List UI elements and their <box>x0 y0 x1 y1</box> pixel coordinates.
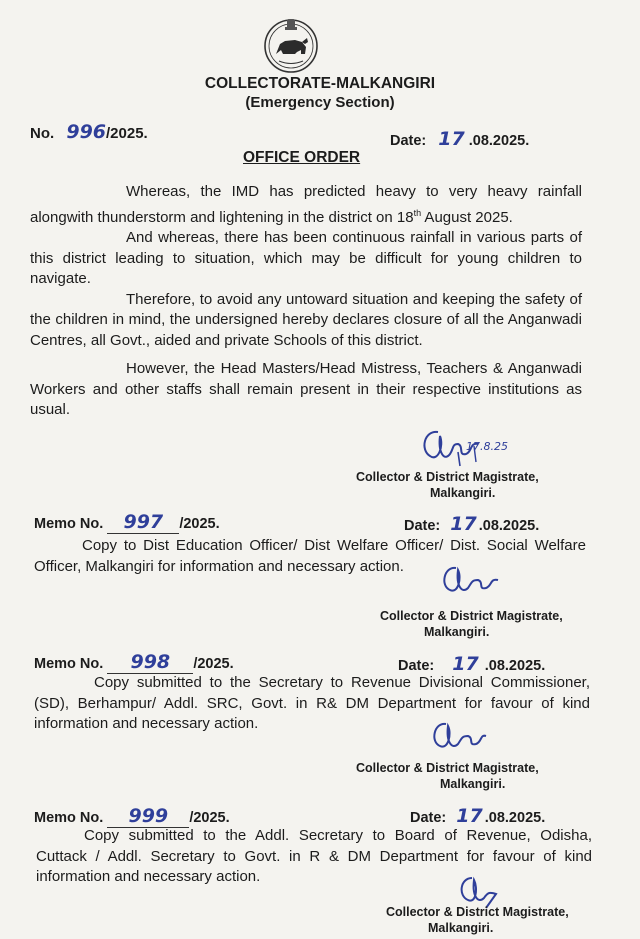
order-paragraph-3: Therefore, to avoid any untoward situation and keeping the safety of the children in mind, the undersigned hereby declares closure of all the Anganwadi Centres, all Govt., aided and private Schools of this district. <box>30 290 582 349</box>
signature-date: 17.8.25 <box>466 440 508 453</box>
section-heading: (Emergency Section) <box>245 94 395 111</box>
office-order-title: OFFICE ORDER <box>243 149 361 166</box>
memo-1-date-day: 17 <box>450 513 477 535</box>
memo-2-number-line: Memo No. 998 /2025. <box>34 651 234 673</box>
order-number-line <box>30 121 148 143</box>
memo-3-body: Copy submitted to the Addl. Secretary to Board of Revenue, Odisha, Cuttack / Addl. Secretary to Govt. in R & DM Department for favour of kind information and necessary action. <box>36 827 592 885</box>
memo-2-number: 998 <box>107 651 193 674</box>
memo-2-date-line: Date: 17 .08.2025. <box>398 653 546 675</box>
state-emblem-icon <box>261 14 321 74</box>
order-paragraph-1: Whereas, the IMD has predicted heavy to very heavy rainfall alongwith thunderstorm and lightening in the district on 18th August 2025. <box>30 183 582 226</box>
order-date-line <box>390 128 529 150</box>
memo-3-number-line: Memo No. 999 /2025. <box>34 805 230 827</box>
order-paragraph-4: However, the Head Masters/Head Mistress, Teachers & Anganwadi Workers and other staffs shall remain present in their respective institutions as usual. <box>30 360 582 418</box>
memo-1-signature-icon <box>438 560 508 602</box>
memo-3-number: 999 <box>107 805 189 828</box>
memo-2-signature-block: Collector & District Magistrate, Malkangiri. <box>356 761 539 791</box>
memo-3-date-line: Date: 17 .08.2025. <box>410 805 546 827</box>
memo-1-signature-block: Collector & District Magistrate, Malkangiri. <box>380 609 563 639</box>
order-date-suffix: .08.2025. <box>468 133 530 149</box>
memo-1-date-line: Date: 17 .08.2025. <box>404 513 540 535</box>
order-date-label: Date: <box>390 133 427 149</box>
order-no-suffix: /2025. <box>106 125 148 142</box>
memo-2-signature-icon <box>430 716 490 758</box>
order-date-day: 17 <box>438 128 465 150</box>
memo-2-body: Copy submitted to the Secretary to Revenue Divisional Commissioner, (SD), Berhampur/ Addl. SRC, Govt. in R& DM Department for favour of kind information and necessary action. <box>34 674 590 732</box>
memo-1-number-line: Memo No. 997 /2025. <box>34 511 220 533</box>
office-heading: COLLECTORATE-MALKANGIRI <box>204 75 436 92</box>
signatory-place: Malkangiri. <box>430 486 496 500</box>
order-signature-block <box>356 469 539 501</box>
memo-1-body: Copy to Dist Education Officer/ Dist Welfare Officer/ Dist. Social Welfare Officer, Malkangiri for information and necessary action. <box>34 537 586 575</box>
order-no-label: No. <box>30 125 55 142</box>
memo-1-number: 997 <box>107 511 179 534</box>
signatory-title: Collector & District Magistrate, <box>356 470 539 484</box>
order-no-value: 996 <box>66 121 107 143</box>
memo-3-signature-block: Collector & District Magistrate, Malkangiri. <box>386 905 569 935</box>
order-body <box>30 182 582 421</box>
memo-2-date-day: 17 <box>452 653 479 675</box>
order-paragraph-2: And whereas, there has been continuous rainfall in various parts of this district leading to situation, which may be difficult for young children to navigate. <box>30 229 582 287</box>
memo-3-date-day: 17 <box>456 805 483 827</box>
